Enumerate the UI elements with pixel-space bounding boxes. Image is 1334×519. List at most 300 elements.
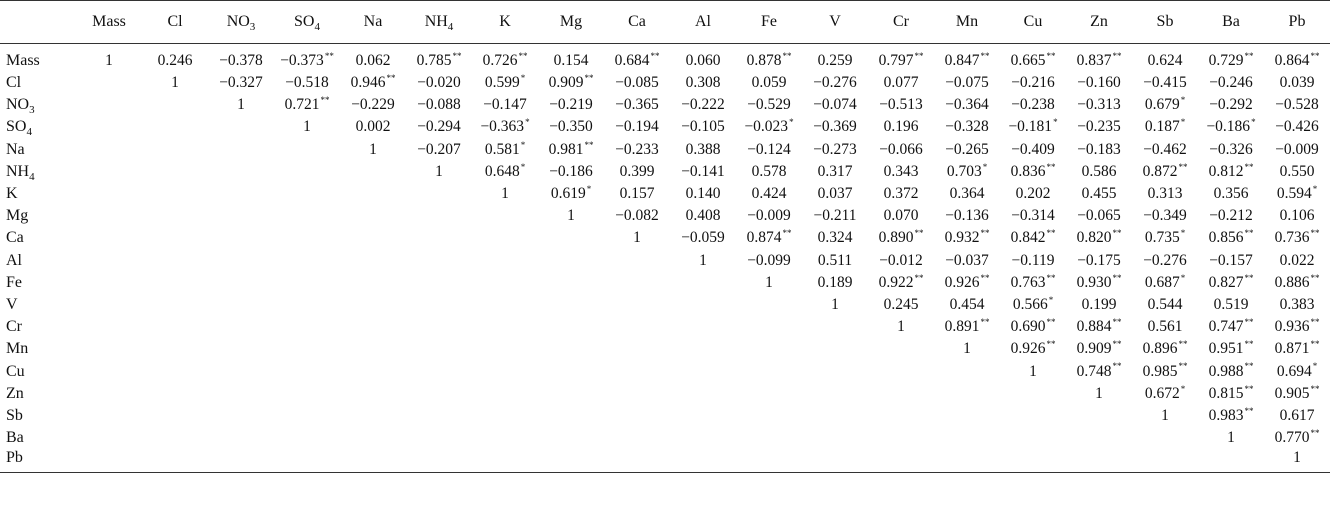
table-cell: 0.694* xyxy=(1276,361,1318,380)
table-cell xyxy=(142,161,208,183)
significance-marker: * xyxy=(1180,272,1186,283)
table-cell: −0.292 xyxy=(1209,96,1253,114)
table-cell: −0.157 xyxy=(1209,251,1253,269)
table-cell: −0.276 xyxy=(1143,251,1187,269)
significance-marker: ** xyxy=(914,228,924,239)
table-cell: −0.378 xyxy=(219,52,263,69)
table-cell xyxy=(274,161,340,183)
table-cell: 0.721** xyxy=(284,95,330,114)
table-cell: −0.294 xyxy=(417,118,461,136)
significance-marker: ** xyxy=(1244,383,1254,394)
table-cell xyxy=(76,360,142,382)
table-cell xyxy=(208,316,274,338)
table-cell xyxy=(670,405,736,427)
table-cell: −0.147 xyxy=(483,96,527,114)
significance-marker: ** xyxy=(980,50,990,61)
table-cell: 0.343 xyxy=(883,162,919,180)
table-cell: 0.202 xyxy=(1015,185,1051,203)
significance-marker: ** xyxy=(1310,50,1320,61)
table-cell: 0.106 xyxy=(1279,207,1315,225)
significance-marker: ** xyxy=(1112,272,1122,283)
table-cell: 0.511 xyxy=(817,251,853,269)
table-cell: 0.245 xyxy=(883,295,919,313)
table-cell: 0.690** xyxy=(1010,317,1056,336)
table-cell: 0.594* xyxy=(1276,183,1318,203)
table-cell: 1 xyxy=(105,52,113,69)
table-cell xyxy=(538,338,604,360)
table-row xyxy=(0,139,1330,161)
table-row xyxy=(0,72,1330,94)
table-cell: 0.561 xyxy=(1147,318,1183,336)
table-cell: −0.426 xyxy=(1275,118,1319,136)
table-cell: 0.624 xyxy=(1147,52,1183,69)
table-cell: −0.186 xyxy=(549,162,593,180)
table-cell xyxy=(340,338,406,360)
table-cell: 1 xyxy=(765,273,773,291)
table-cell xyxy=(274,405,340,427)
table-cell: 0.586 xyxy=(1081,162,1117,180)
table-cell: 0.886** xyxy=(1274,272,1320,291)
table-cell xyxy=(340,272,406,294)
table-cell: −0.207 xyxy=(417,140,461,158)
table-cell: 0.408 xyxy=(685,207,721,225)
significance-marker: ** xyxy=(1310,427,1320,438)
table-cell: −0.513 xyxy=(879,96,923,114)
table-cell: −0.327 xyxy=(219,74,263,92)
table-cell xyxy=(142,250,208,272)
table-cell: −0.136 xyxy=(945,207,989,225)
table-cell xyxy=(142,449,208,473)
column-header-cr: Cr xyxy=(868,1,934,44)
table-cell: 0.199 xyxy=(1081,295,1117,313)
table-cell xyxy=(934,449,1000,473)
table-cell: −0.350 xyxy=(549,118,593,136)
table-cell: 0.763** xyxy=(1010,272,1056,291)
significance-marker: ** xyxy=(584,139,594,150)
significance-marker: * xyxy=(982,161,988,172)
table-cell: −0.328 xyxy=(945,118,989,136)
column-header-mg: Mg xyxy=(538,1,604,44)
table-cell xyxy=(868,338,934,360)
table-cell xyxy=(604,360,670,382)
table-cell: 0.324 xyxy=(817,229,853,247)
table-cell xyxy=(538,405,604,427)
table-cell: 0.037 xyxy=(817,185,853,203)
table-cell xyxy=(274,360,340,382)
table-cell: 0.313 xyxy=(1147,185,1183,203)
column-header-pb: Pb xyxy=(1264,1,1330,44)
row-label-al: Al xyxy=(6,251,22,269)
table-cell: 1 xyxy=(1264,449,1330,473)
table-cell xyxy=(208,227,274,249)
table-cell: 0.550 xyxy=(1279,162,1315,180)
table-cell xyxy=(76,272,142,294)
table-row xyxy=(0,116,1330,138)
table-cell: 0.648* xyxy=(484,161,526,180)
significance-marker: ** xyxy=(1310,339,1320,350)
significance-marker: ** xyxy=(1244,272,1254,283)
table-cell xyxy=(472,294,538,316)
table-cell: 0.812** xyxy=(1208,161,1254,180)
row-label-v: V xyxy=(6,295,18,313)
table-cell: 0.785** xyxy=(416,50,462,69)
table-cell xyxy=(274,139,340,161)
significance-marker: ** xyxy=(1046,228,1056,239)
table-cell: −0.099 xyxy=(747,251,791,269)
table-cell xyxy=(472,405,538,427)
significance-marker: ** xyxy=(584,72,594,83)
table-cell xyxy=(736,449,802,473)
significance-marker: * xyxy=(789,117,794,128)
significance-marker: ** xyxy=(1112,50,1122,61)
table-cell xyxy=(604,383,670,405)
table-cell xyxy=(274,316,340,338)
table-cell: 0.856** xyxy=(1208,228,1254,247)
table-cell xyxy=(76,405,142,427)
table-cell xyxy=(208,250,274,272)
table-cell: −0.216 xyxy=(1011,74,1055,92)
table-cell: 0.985** xyxy=(1142,361,1188,380)
table-cell xyxy=(406,405,472,427)
table-cell: −0.373** xyxy=(280,50,334,69)
table-cell xyxy=(340,205,406,227)
table-cell xyxy=(406,383,472,405)
significance-marker: * xyxy=(1053,117,1058,128)
significance-marker: ** xyxy=(980,317,990,327)
table-cell: 0.617 xyxy=(1279,406,1315,424)
table-cell xyxy=(274,449,340,473)
table-cell: 0.872** xyxy=(1142,161,1188,180)
column-header-mass: Mass xyxy=(76,1,142,44)
significance-marker: ** xyxy=(782,228,792,239)
table-cell: 0.062 xyxy=(355,52,391,69)
table-row xyxy=(0,205,1330,227)
table-cell: −0.369 xyxy=(813,118,857,136)
table-cell: −0.326 xyxy=(1209,140,1253,158)
table-cell xyxy=(274,205,340,227)
significance-marker: ** xyxy=(1244,161,1254,172)
table-cell xyxy=(604,338,670,360)
table-cell: 1 xyxy=(567,207,575,225)
table-cell: 1 xyxy=(831,295,839,313)
table-cell: 0.259 xyxy=(817,52,853,69)
table-cell: −0.012 xyxy=(879,251,923,269)
table-cell: 0.196 xyxy=(883,118,919,136)
table-cell: −0.160 xyxy=(1077,74,1121,92)
table-cell xyxy=(868,427,934,449)
table-cell: 0.837** xyxy=(1076,50,1122,69)
table-cell xyxy=(76,338,142,360)
row-label-mg: Mg xyxy=(6,207,29,225)
table-cell: 0.932** xyxy=(944,228,990,247)
table-cell: 0.581* xyxy=(484,139,526,158)
table-cell xyxy=(868,360,934,382)
column-header-k: K xyxy=(472,1,538,44)
table-row xyxy=(0,294,1330,316)
table-cell xyxy=(1198,449,1264,473)
table-cell: 0.619* xyxy=(550,183,592,203)
table-cell xyxy=(538,360,604,382)
table-cell: 0.039 xyxy=(1279,74,1315,92)
table-cell xyxy=(274,383,340,405)
table-cell xyxy=(538,294,604,316)
significance-marker: ** xyxy=(1244,361,1254,372)
table-cell xyxy=(802,316,868,338)
significance-marker: * xyxy=(1180,95,1186,106)
table-cell: 0.578 xyxy=(751,162,787,180)
table-cell xyxy=(472,360,538,382)
table-cell: 0.679* xyxy=(1144,95,1186,114)
table-cell: 0.246 xyxy=(157,52,193,69)
row-label-ba: Ba xyxy=(6,429,24,447)
table-cell xyxy=(208,161,274,183)
table-cell xyxy=(340,360,406,382)
table-cell: 1 xyxy=(303,118,311,136)
table-cell: 0.059 xyxy=(751,74,787,92)
table-cell: 0.922** xyxy=(878,272,924,291)
table-cell xyxy=(208,427,274,449)
table-cell: 0.703* xyxy=(946,161,988,180)
column-header-zn: Zn xyxy=(1066,1,1132,44)
table-row xyxy=(0,316,1330,338)
row-label-na: Na xyxy=(6,140,25,158)
table-cell xyxy=(472,383,538,405)
table-cell: −0.314 xyxy=(1011,207,1055,225)
table-cell: −0.313 xyxy=(1077,96,1121,114)
table-cell: 0.399 xyxy=(619,162,655,180)
table-cell: −0.219 xyxy=(549,96,593,114)
significance-marker: ** xyxy=(1112,228,1122,239)
table-cell: 0.747** xyxy=(1208,317,1254,336)
table-cell xyxy=(736,294,802,316)
table-cell: 1 xyxy=(501,185,509,203)
table-cell: 0.770** xyxy=(1274,427,1320,447)
table-cell: −0.518 xyxy=(285,74,329,92)
significance-marker: * xyxy=(520,72,526,83)
table-body xyxy=(0,44,1330,473)
header-corner-cell xyxy=(0,1,76,44)
table-cell xyxy=(340,405,406,427)
table-cell xyxy=(208,272,274,294)
table-cell: 0.847** xyxy=(944,50,990,69)
table-cell xyxy=(76,294,142,316)
table-cell xyxy=(142,405,208,427)
table-cell xyxy=(406,227,472,249)
table-cell xyxy=(670,360,736,382)
table-cell: 0.946** xyxy=(350,72,396,92)
table-cell xyxy=(406,360,472,382)
table-cell: −0.075 xyxy=(945,74,989,92)
table-cell: 0.599* xyxy=(484,72,526,92)
significance-marker: * xyxy=(1312,361,1318,372)
table-cell: 0.797** xyxy=(878,50,924,69)
table-cell xyxy=(604,250,670,272)
table-cell: 0.002 xyxy=(355,118,391,136)
table-row xyxy=(0,449,1330,473)
table-cell: −0.009 xyxy=(747,207,791,225)
table-cell xyxy=(208,139,274,161)
table-cell xyxy=(1000,427,1066,449)
table-cell: −0.065 xyxy=(1077,207,1121,225)
table-cell: −0.364 xyxy=(945,96,989,114)
table-cell xyxy=(670,449,736,473)
table-cell xyxy=(1000,405,1066,427)
table-cell: 0.455 xyxy=(1081,185,1117,203)
table-cell: 0.820** xyxy=(1076,228,1122,247)
table-cell: 0.890** xyxy=(878,228,924,247)
table-cell xyxy=(472,250,538,272)
table-cell: 0.748** xyxy=(1076,361,1122,380)
row-label-mass: Mass xyxy=(6,52,40,69)
table-cell: −0.186* xyxy=(1206,117,1256,136)
table-cell: −0.273 xyxy=(813,140,857,158)
significance-marker: * xyxy=(520,139,526,150)
table-cell: 0.896** xyxy=(1142,339,1188,358)
table-cell: −0.175 xyxy=(1077,251,1121,269)
significance-marker: * xyxy=(1180,383,1186,394)
table-cell: 0.684** xyxy=(614,50,660,69)
table-cell xyxy=(208,449,274,473)
table-cell: 1 xyxy=(633,229,641,247)
table-cell: −0.235 xyxy=(1077,118,1121,136)
table-cell xyxy=(1066,449,1132,473)
table-cell xyxy=(538,250,604,272)
table-cell xyxy=(142,227,208,249)
significance-marker: ** xyxy=(914,50,924,61)
table-cell xyxy=(142,316,208,338)
significance-marker: ** xyxy=(1178,339,1188,350)
table-cell xyxy=(604,427,670,449)
column-header-na: Na xyxy=(340,1,406,44)
table-cell: −0.528 xyxy=(1275,96,1319,114)
table-cell xyxy=(406,316,472,338)
table-cell xyxy=(538,272,604,294)
table-cell: 1 xyxy=(369,140,377,158)
table-cell: −0.124 xyxy=(747,140,791,158)
table-cell: 0.926** xyxy=(1010,339,1056,358)
significance-marker: ** xyxy=(1112,361,1122,372)
table-cell xyxy=(736,316,802,338)
table-cell xyxy=(76,72,142,94)
table-cell xyxy=(670,383,736,405)
table-cell xyxy=(274,272,340,294)
table-cell: 0.726** xyxy=(482,50,528,69)
significance-marker: ** xyxy=(386,72,396,83)
table-cell xyxy=(142,272,208,294)
table-cell xyxy=(76,116,142,138)
column-header-v: V xyxy=(802,1,868,44)
table-cell xyxy=(340,294,406,316)
significance-marker: ** xyxy=(1244,405,1254,416)
table-cell: 0.189 xyxy=(817,273,853,291)
table-cell xyxy=(76,449,142,473)
table-cell xyxy=(604,316,670,338)
table-cell xyxy=(142,338,208,360)
table-cell: 0.981** xyxy=(548,139,594,158)
table-cell: 0.308 xyxy=(685,74,721,92)
table-cell: −0.365 xyxy=(615,96,659,114)
significance-marker: ** xyxy=(980,272,990,283)
table-cell: 1 xyxy=(1029,362,1037,380)
table-cell xyxy=(340,316,406,338)
table-cell: 0.878** xyxy=(746,50,792,69)
table-cell xyxy=(934,360,1000,382)
significance-marker: ** xyxy=(1244,228,1254,239)
table-cell: −0.020 xyxy=(417,74,461,92)
table-row xyxy=(0,161,1330,183)
table-cell xyxy=(868,449,934,473)
table-cell xyxy=(736,360,802,382)
table-cell xyxy=(142,360,208,382)
column-header-cu: Cu xyxy=(1000,1,1066,44)
table-cell: 0.842** xyxy=(1010,228,1056,247)
table-cell: 0.909** xyxy=(1076,339,1122,358)
table-cell xyxy=(208,338,274,360)
significance-marker: ** xyxy=(518,50,528,61)
table-cell: 0.070 xyxy=(883,207,919,225)
table-cell xyxy=(208,294,274,316)
table-cell xyxy=(76,227,142,249)
table-cell: −0.141 xyxy=(681,162,725,180)
significance-marker: ** xyxy=(1178,161,1188,172)
table-cell xyxy=(670,294,736,316)
significance-marker: ** xyxy=(1046,161,1056,172)
table-cell xyxy=(340,449,406,473)
table-cell xyxy=(736,405,802,427)
table-cell xyxy=(406,205,472,227)
table-cell: 0.735* xyxy=(1144,228,1186,247)
table-cell: −0.233 xyxy=(615,140,659,158)
column-header-fe: Fe xyxy=(736,1,802,44)
table-cell xyxy=(538,227,604,249)
table-cell xyxy=(802,449,868,473)
table-cell: −0.088 xyxy=(417,96,461,114)
table-cell xyxy=(1066,405,1132,427)
table-cell: 0.566* xyxy=(1012,294,1054,313)
table-cell xyxy=(142,427,208,449)
table-cell xyxy=(802,360,868,382)
significance-marker: ** xyxy=(1244,339,1254,350)
table-cell xyxy=(208,383,274,405)
significance-marker: ** xyxy=(1244,50,1254,61)
table-cell: −0.194 xyxy=(615,118,659,136)
table-cell xyxy=(406,449,472,473)
table-cell: −0.183 xyxy=(1077,140,1121,158)
significance-marker: ** xyxy=(914,272,924,283)
row-label-sb: Sb xyxy=(6,406,23,424)
table-cell: 0.815** xyxy=(1208,383,1254,402)
table-cell xyxy=(604,272,670,294)
table-cell: 0.317 xyxy=(817,162,853,180)
significance-marker: ** xyxy=(324,50,334,61)
table-cell: 0.891** xyxy=(944,317,990,336)
table-row xyxy=(0,360,1330,382)
table-cell: −0.066 xyxy=(879,140,923,158)
table-cell xyxy=(406,183,472,205)
table-cell xyxy=(538,449,604,473)
table-cell xyxy=(142,139,208,161)
table-cell: 1 xyxy=(1095,384,1103,402)
table-cell xyxy=(208,405,274,427)
table-cell: 1 xyxy=(1227,429,1235,447)
table-cell xyxy=(538,427,604,449)
table-cell xyxy=(406,294,472,316)
significance-marker: * xyxy=(1048,294,1054,305)
table-cell: 0.988** xyxy=(1208,361,1254,380)
table-row xyxy=(0,44,1330,73)
table-cell: 0.383 xyxy=(1279,295,1315,313)
table-cell xyxy=(274,427,340,449)
